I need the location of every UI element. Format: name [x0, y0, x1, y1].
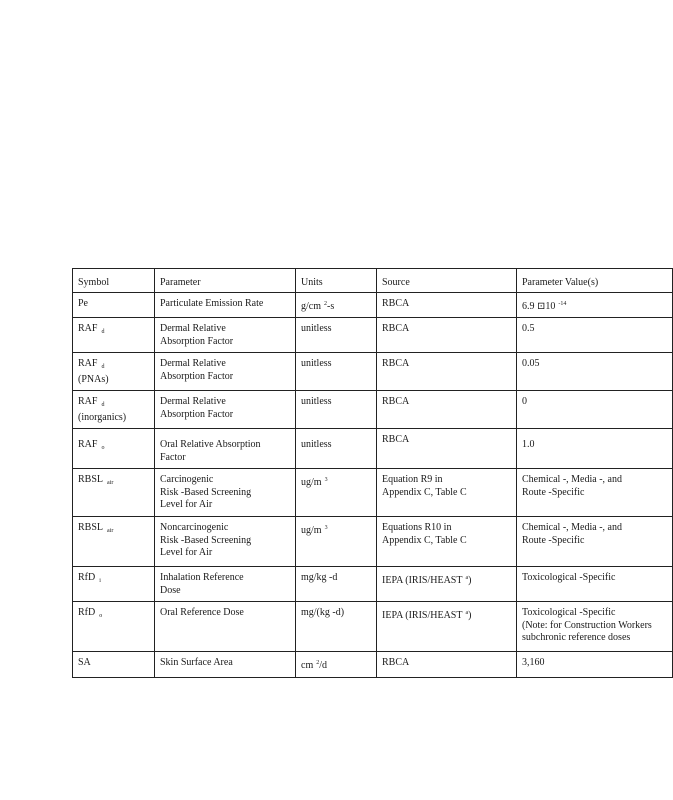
symbol-main: RAF: [78, 358, 98, 369]
parameter-line: Oral Reference Dose: [160, 607, 244, 618]
cell-parameter-value: [517, 353, 673, 391]
header-parameter: Parameter: [155, 269, 296, 293]
source-text: RBCA: [382, 657, 410, 668]
parameter-line: Risk -Based Screening: [160, 486, 252, 498]
parameter-line: Level for Air: [160, 547, 213, 558]
value-line: [522, 607, 667, 620]
value-text: 0.5: [522, 323, 535, 334]
units-superscript: 2: [324, 300, 327, 307]
cell-source: [377, 517, 517, 567]
parameter-line: Dermal Relative: [160, 396, 226, 407]
value-text: Chemical -, Media -, and: [522, 522, 622, 533]
cell-symbol: [73, 391, 155, 429]
value-line: [522, 572, 667, 585]
value-line: [522, 535, 667, 548]
symbol-subscript: o: [99, 613, 103, 619]
source-line: [382, 474, 511, 487]
cell-parameter: [155, 292, 296, 318]
source-text: RBCA: [382, 297, 410, 309]
symbol-main: Pe: [78, 297, 88, 309]
cell-parameter: [155, 353, 296, 391]
symbol-main: RAF: [78, 396, 98, 407]
value-line: [522, 522, 667, 535]
symbol-main: RfD: [78, 572, 96, 583]
units-main: unitless: [301, 439, 332, 450]
cell-units: [296, 429, 377, 469]
source-tail: ): [468, 610, 472, 621]
parameter-line: Dermal Relative: [160, 358, 226, 369]
value-text: Toxicological -Specific: [522, 607, 616, 618]
cell-parameter: [155, 602, 296, 652]
units-superscript: 2: [316, 660, 320, 666]
table-row: [73, 469, 673, 517]
table-row: [73, 429, 673, 469]
value-line: [522, 358, 667, 371]
source-line: [382, 657, 511, 670]
value-line: [522, 323, 667, 336]
cell-symbol: [73, 318, 155, 353]
table-row: [73, 292, 673, 318]
symbol-text: [78, 358, 149, 374]
source-text: Appendix C, Table C: [382, 534, 467, 546]
cell-symbol: [73, 292, 155, 318]
cell-symbol: [73, 517, 155, 567]
units-main: ug/m: [301, 525, 322, 536]
units-tail: /d: [319, 660, 327, 671]
table-row: [73, 602, 673, 652]
source-line: [382, 607, 511, 623]
units-text: [301, 474, 371, 490]
table-body: [73, 292, 673, 677]
cell-units: [296, 391, 377, 429]
source-tail: ): [468, 575, 472, 586]
value-line: [522, 657, 667, 670]
value-text: Route -Specific: [522, 486, 585, 498]
symbol-qualifier: (PNAs): [78, 373, 109, 385]
value-text: 3,160: [522, 657, 545, 668]
source-text: RBCA: [382, 434, 410, 445]
units-superscript: 3: [324, 525, 328, 531]
value-line: [522, 439, 667, 452]
cell-parameter-value: [517, 567, 673, 602]
cell-symbol: [73, 652, 155, 678]
cell-source: [377, 292, 517, 318]
symbol-text: [78, 396, 149, 412]
source-text: Equation R9 in: [382, 474, 443, 485]
source-superscript: a: [465, 575, 469, 581]
value-text: 0.05: [522, 358, 540, 369]
source-line: [382, 298, 511, 311]
parameter-line: Absorption Factor: [160, 370, 234, 382]
units-text: [301, 439, 371, 452]
parameter-table: [72, 268, 673, 678]
source-superscript: a: [465, 610, 469, 616]
parameter-line: Absorption Factor: [160, 335, 234, 347]
cell-source: [377, 469, 517, 517]
table-row: [73, 318, 673, 353]
parameter-line: Dose: [160, 584, 181, 596]
symbol-subscript: o: [101, 445, 105, 451]
units-text: [301, 657, 371, 673]
symbol-main: RAF: [78, 439, 98, 450]
source-text: RBCA: [382, 323, 410, 334]
source-line: [382, 522, 511, 535]
cell-parameter: [155, 652, 296, 678]
cell-parameter: [155, 567, 296, 602]
cell-parameter-value: [517, 318, 673, 353]
symbol-text: [78, 439, 149, 455]
symbol-text: [78, 323, 149, 339]
units-main: mg/(kg -d): [301, 607, 345, 618]
source-line: [382, 396, 511, 409]
cell-parameter: [155, 469, 296, 517]
cell-parameter: [155, 517, 296, 567]
symbol-subscript: air: [107, 528, 114, 534]
value-line: [522, 474, 667, 487]
cell-parameter-value: [517, 652, 673, 678]
parameter-line: Particulate Emission Rate: [160, 297, 264, 309]
cell-units: [296, 652, 377, 678]
units-tail: -s: [327, 300, 335, 312]
symbol-main: SA: [78, 657, 91, 668]
cell-source: [377, 429, 517, 469]
parameter-line: Risk -Based Screening: [160, 534, 252, 546]
units-main: g/cm: [301, 300, 321, 312]
value-superscript: -14: [558, 300, 567, 307]
source-line: [382, 323, 511, 336]
cell-units: [296, 469, 377, 517]
cell-source: [377, 318, 517, 353]
header-source: Source: [377, 269, 517, 293]
header-parameter-values: Parameter Value(s): [517, 269, 673, 293]
cell-parameter-value: [517, 469, 673, 517]
symbol-text: [78, 607, 149, 623]
cell-parameter-value: [517, 429, 673, 469]
parameter-line: Absorption Factor: [160, 408, 234, 420]
symbol-subscript: d: [101, 364, 105, 370]
cell-parameter: [155, 429, 296, 469]
units-superscript: 3: [324, 477, 328, 483]
cell-units: [296, 567, 377, 602]
symbol-subscript: air: [107, 480, 114, 486]
cell-parameter-value: [517, 391, 673, 429]
value-line: [522, 632, 667, 645]
units-text: [301, 607, 371, 620]
source-text: RBCA: [382, 396, 410, 407]
cell-units: [296, 602, 377, 652]
cell-units: [296, 353, 377, 391]
header-units: Units: [296, 269, 377, 293]
parameter-line: Inhalation Reference: [160, 572, 244, 583]
parameter-line: Noncarcinogenic: [160, 522, 229, 533]
parameter-line: Factor: [160, 451, 186, 463]
value-text: Route -Specific: [522, 534, 585, 546]
units-text: [301, 298, 371, 314]
cell-source: [377, 652, 517, 678]
units-text: [301, 396, 371, 409]
source-line: [382, 434, 511, 447]
cell-source: [377, 391, 517, 429]
table-row: [73, 391, 673, 429]
symbol-subscript: d: [101, 402, 105, 408]
cell-symbol: [73, 469, 155, 517]
cell-symbol: [73, 567, 155, 602]
source-line: [382, 535, 511, 548]
symbol-qualifier: (inorganics): [78, 411, 127, 423]
symbol-text: [78, 298, 149, 311]
table-row: [73, 567, 673, 602]
units-text: [301, 358, 371, 371]
cell-source: [377, 353, 517, 391]
cell-symbol: [73, 429, 155, 469]
value-text: Chemical -, Media -, and: [522, 474, 622, 485]
symbol-text: [78, 657, 149, 670]
value-line: [522, 396, 667, 409]
value-text: subchronic reference doses: [522, 632, 631, 643]
units-main: mg/kg -d: [301, 572, 338, 583]
symbol-main: RAF: [78, 323, 98, 334]
symbol-subscript: i: [99, 578, 101, 584]
cell-units: [296, 292, 377, 318]
source-text: RBCA: [382, 358, 410, 369]
cell-units: [296, 318, 377, 353]
units-main: unitless: [301, 358, 332, 369]
source-line: [382, 358, 511, 371]
source-text: IEPA (IRIS/HEAST: [382, 575, 463, 586]
symbol-text: [78, 522, 149, 538]
value-text: 6.9 ⊡10: [522, 300, 556, 312]
source-line: [382, 572, 511, 588]
parameter-line: Skin Surface Area: [160, 657, 233, 668]
symbol-text: [78, 474, 149, 490]
header-symbol: Symbol: [73, 269, 155, 293]
cell-source: [377, 602, 517, 652]
parameter-line: Dermal Relative: [160, 323, 226, 334]
cell-parameter-value: [517, 602, 673, 652]
parameter-line: Carcinogenic: [160, 474, 214, 485]
cell-parameter: [155, 318, 296, 353]
cell-parameter: [155, 391, 296, 429]
units-text: [301, 323, 371, 336]
value-text: (Note: for Construction Workers: [522, 619, 652, 631]
units-main: cm: [301, 660, 314, 671]
source-text: Equations R10 in: [382, 522, 452, 533]
symbol-main: RBSL: [78, 522, 104, 533]
symbol-main: RfD: [78, 607, 96, 618]
symbol-text: [78, 572, 149, 588]
units-text: [301, 572, 371, 585]
cell-symbol: [73, 602, 155, 652]
source-line: [382, 487, 511, 500]
units-main: unitless: [301, 323, 332, 334]
cell-parameter-value: [517, 517, 673, 567]
cell-parameter-value: [517, 292, 673, 318]
value-text: 1.0: [522, 439, 535, 450]
cell-source: [377, 567, 517, 602]
source-text: Appendix C, Table C: [382, 486, 467, 498]
cell-symbol: [73, 353, 155, 391]
table-header-row: [73, 269, 673, 293]
value-text: 0: [522, 396, 527, 407]
parameter-line: Oral Relative Absorption: [160, 439, 261, 450]
cell-units: [296, 517, 377, 567]
table-row: [73, 652, 673, 678]
table-row: [73, 353, 673, 391]
source-text: IEPA (IRIS/HEAST: [382, 610, 463, 621]
symbol-subscript: d: [101, 329, 105, 335]
units-main: unitless: [301, 396, 332, 407]
units-text: [301, 522, 371, 538]
parameter-line: Level for Air: [160, 499, 213, 510]
symbol-main: RBSL: [78, 474, 104, 485]
table-row: [73, 517, 673, 567]
value-text: Toxicological -Specific: [522, 572, 616, 583]
value-line: [522, 620, 667, 633]
units-main: ug/m: [301, 477, 322, 488]
value-line: [522, 298, 667, 314]
value-line: [522, 487, 667, 500]
